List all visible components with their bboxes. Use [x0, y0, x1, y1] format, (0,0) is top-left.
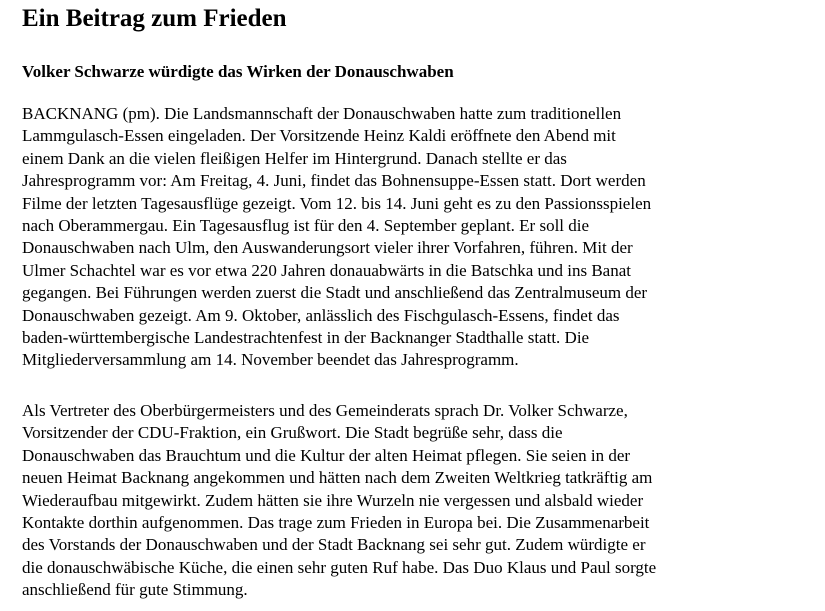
paragraph-line: einem Dank an die vielen fleißigen Helfer im Hintergrund. Danach stellte er das	[22, 148, 567, 168]
paragraph-line: die donauschwäbische Küche, die einen sehr guten Ruf habe. Das Duo Klaus und Paul sorgte	[22, 557, 657, 577]
paragraph-line: Lammgulasch-Essen eingeladen. Der Vorsitzende Heinz Kaldi eröffnete den Abend mit	[22, 126, 616, 146]
paragraph-line: Donauschwaben das Brauchtum und die Kultur der alten Heimat pflegen. Sie seien in der	[22, 445, 631, 465]
paragraph-line: BACKNANG (pm). Die Landsmannschaft der Donauschwaben hatte zum traditionellen	[22, 104, 622, 123]
paragraph-line: des Vorstands der Donauschwaben und der Stadt Backnang sei sehr gut. Zudem würdigte er	[22, 535, 646, 555]
paragraph-line: Ulmer Schachtel war es vor etwa 220 Jahren donauabwärts in die Batschka und ins Banat	[22, 260, 631, 280]
article-paragraph-2	[22, 400, 656, 602]
paragraph-line: neuen Heimat Backnang angekommen und hätten nach dem Zweiten Weltkrieg tatkräftig am	[22, 468, 653, 488]
paragraph-line: Donauschwaben nach Ulm, den Auswanderungsort vieler ihrer Vorfahren, führen. Mit der	[22, 238, 633, 258]
paragraph-line: gegangen. Bei Führungen werden zuerst die Stadt und anschließend das Zentralmuseum der	[22, 283, 648, 303]
paragraph-line: Mitgliederversammlung am 14. November beendet das Jahresprogramm.	[22, 350, 519, 370]
paragraph-line: Filme der letzten Tagesausflüge gezeigt. Vom 12. bis 14. Juni geht es zu den Passionsspielen	[22, 193, 652, 213]
paragraph-line: Wiederaufbau mitgewirkt. Zudem hätten sie ihre Wurzeln nie vergessen und alsbald wieder	[22, 490, 644, 510]
paragraph-line: Kontakte dorthin aufgenommen. Das trage zum Frieden in Europa bei. Die Zusammenarbeit	[22, 513, 650, 533]
article-title: Ein Beitrag zum Frieden	[22, 5, 287, 32]
paragraph-line: baden-württembergische Landestrachtenfest in der Backnanger Stadthalle statt. Die	[22, 328, 590, 348]
article-paragraph-1	[22, 103, 651, 372]
paragraph-line: Donauschwaben gezeigt. Am 9. Oktober, anlässlich des Fischgulasch-Essens, findet das	[22, 305, 620, 325]
article-subtitle: Volker Schwarze würdigte das Wirken der Donauschwaben	[22, 62, 454, 81]
paragraph-line: anschließend für gute Stimmung.	[22, 580, 248, 600]
paragraph-line: Als Vertreter des Oberbürgermeisters und des Gemeinderats sprach Dr. Volker Schwarze,	[22, 401, 628, 420]
paragraph-line: nach Oberammergau. Ein Tagesausflug ist für den 4. September geplant. Er soll die	[22, 216, 590, 236]
paragraph-line: Vorsitzender der CDU-Fraktion, ein Grußwort. Die Stadt begrüße sehr, dass die	[22, 423, 563, 443]
paragraph-line: Jahresprogramm vor: Am Freitag, 4. Juni, findet das Bohnensuppe-Essen statt. Dort werden	[22, 171, 646, 191]
